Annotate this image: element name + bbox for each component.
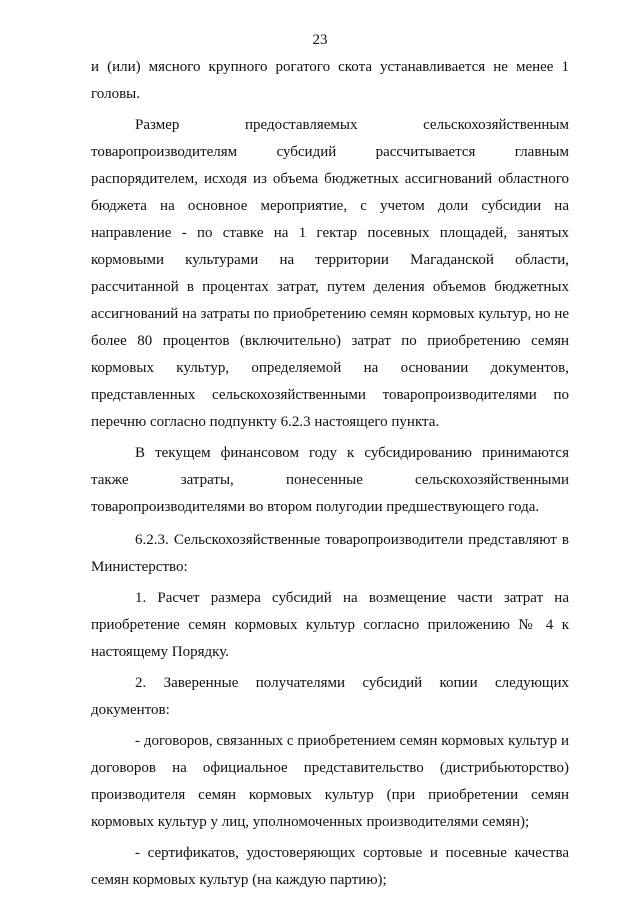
list-item-1: 1. Расчет размера субсидий на возмещение части затрат на приобретение семян кормовых культур согласно приложению № 4 к настоящему Порядку.: [91, 590, 569, 660]
document-body: [91, 54, 569, 894]
page-number: 23: [312, 32, 328, 48]
paragraph-subsidy-size: Размер предоставляемых сельскохозяйственным товаропроизводителям субсидий рассчитывается главным распорядителем, исходя из объема бюджетных ассигнований областного бюджета на основное мероприятие, с учетом доли субсидии на направление - по ставке на 1 гектар посевных площадей, занятых кормовыми культурами на территории Магаданской области, рассчитанной в процентах затрат, путем деления объемов бюджетных ассигнований на затраты по приобретению семян кормовых культур, но не более 80 процентов (включительно) затрат по приобретению семян кормовых культур, определяемой на основании документов, представленных сельскохозяйственными товаропроизводителями по перечню согласно подпункту 6.2.3 настоящего пункта.: [91, 117, 569, 430]
list-item-certificates: - сертификатов, удостоверяющих сортовые и посевные качества семян кормовых культур (на каждую партию);: [91, 845, 569, 888]
paragraph-current-year: В текущем финансовом году к субсидированию принимаются также затраты, понесенные сельскохозяйственными товаропроизводителями во втором полугодии предшествующего года.: [91, 445, 569, 515]
paragraph-6-2-3: 6.2.3. Сельскохозяйственные товаропроизводители представляют в Министерство:: [91, 532, 569, 575]
list-item-contracts: - договоров, связанных с приобретением семян кормовых культур и договоров на официальное представительство (дистрибьюторство) производителя семян кормовых культур (при приобретении семян кормовых культур у лиц, уполномоченных производителями семян);: [91, 733, 569, 830]
list-item-2: 2. Заверенные получателями субсидий копии следующих документов:: [91, 675, 569, 718]
paragraph-continuation: и (или) мясного крупного рогатого скота устанавливается не менее 1 головы.: [91, 59, 569, 102]
